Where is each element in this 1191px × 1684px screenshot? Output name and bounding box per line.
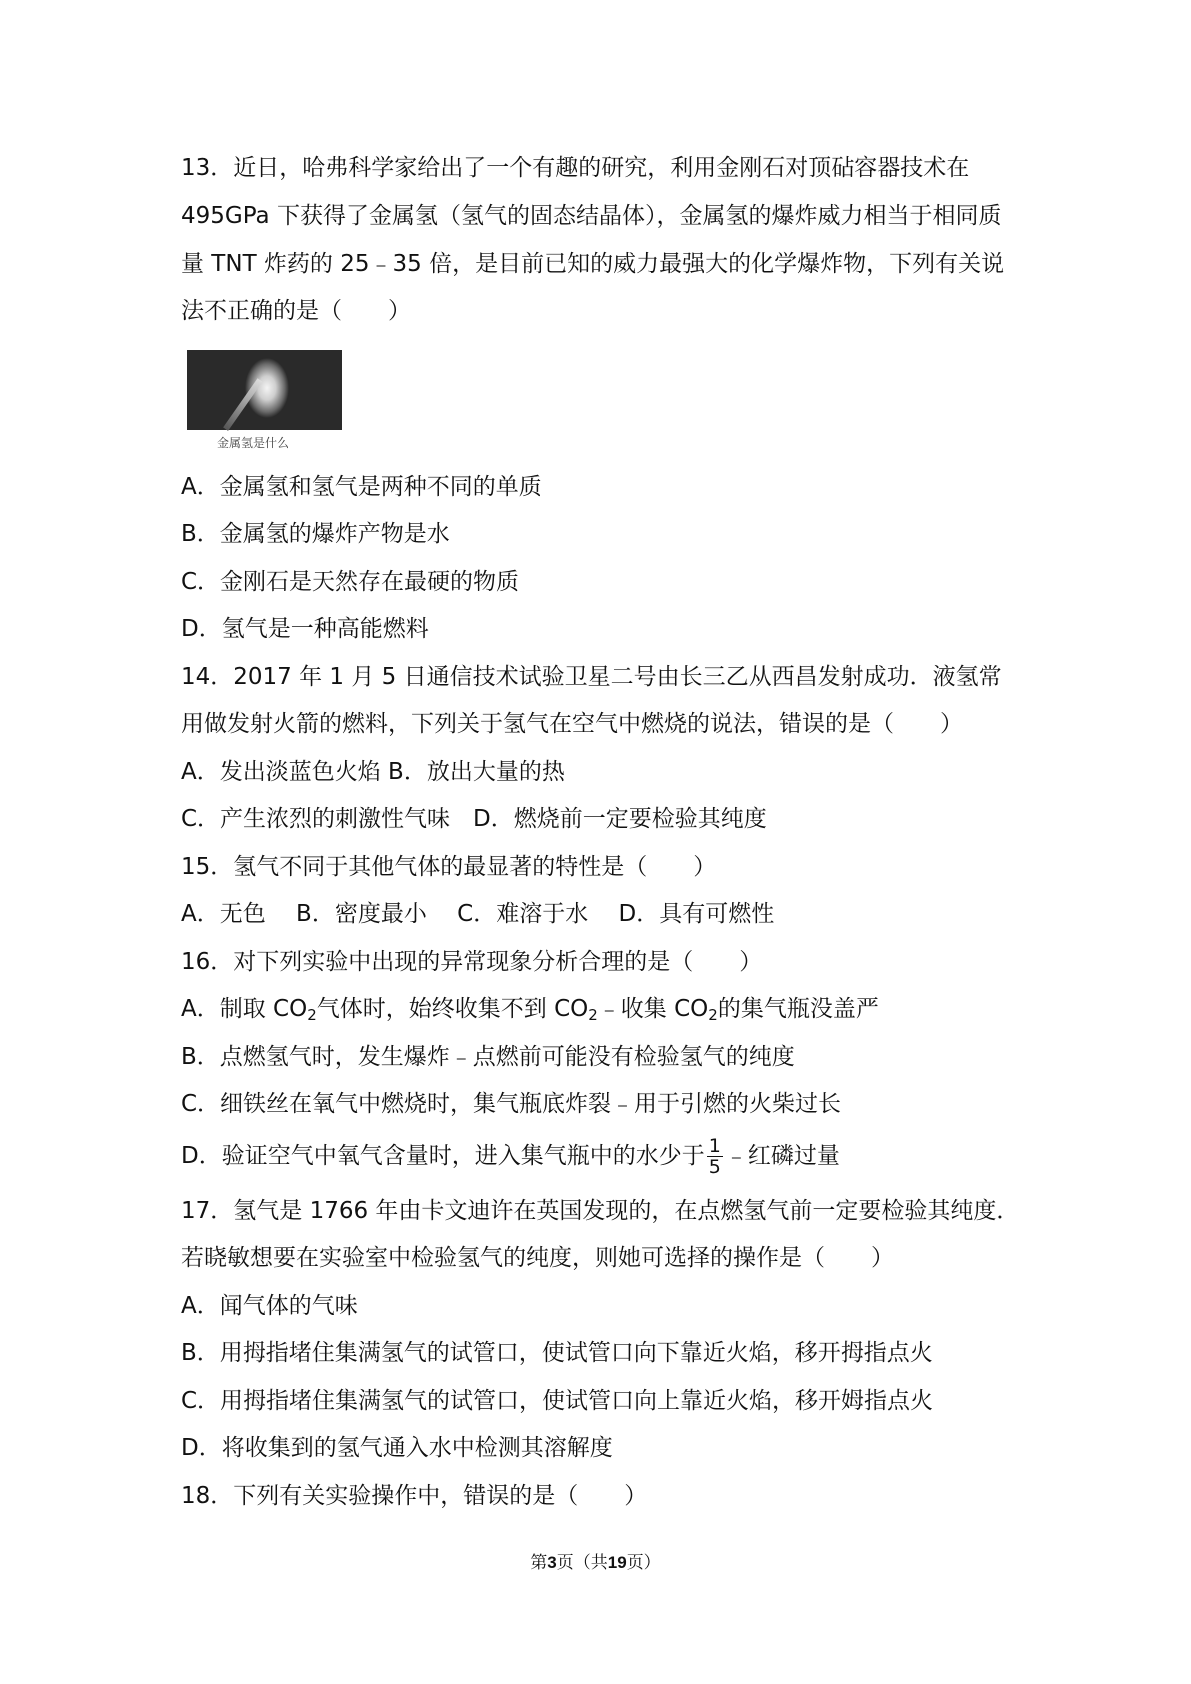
q16-option-a-part-3: ﹣收集 CO: [597, 996, 709, 1022]
q17-option-c: C．用拇指堵住集满氢气的试管口，使试管口向上靠近火焰，移开姆指点火: [181, 1388, 934, 1414]
q16-option-d-part-2: ﹣红磷过量: [724, 1143, 840, 1169]
q16-stem: 16．对下列实验中出现的异常现象分析合理的是（ ）: [181, 949, 763, 975]
footer-prefix: 第: [530, 1553, 548, 1573]
metallic-hydrogen-figure: [187, 350, 342, 450]
q13-option-b: B．金属氢的爆炸产物是水: [181, 521, 450, 547]
q13-stem-line-4: 法不正确的是（ ）: [181, 298, 411, 324]
q14-stem-line-1: 14．2017 年 1 月 5 日通信技术试验卫星二号由长三乙从西昌发射成功．液氢常: [181, 664, 1002, 690]
q17-option-a: A．闻气体的气味: [181, 1293, 358, 1319]
q15-stem: 15．氢气不同于其他气体的最显著的特性是（ ）: [181, 854, 717, 880]
q17-stem-line-2: 若晓敏想要在实验室中检验氢气的纯度，则她可选择的操作是（ ）: [181, 1245, 894, 1271]
q13-option-a: A．金属氢和氢气是两种不同的单质: [181, 474, 542, 500]
q17-option-d: D．将收集到的氢气通入水中检测其溶解度: [181, 1435, 613, 1461]
footer-page-number: 3: [547, 1553, 557, 1572]
q13-option-d: D．氢气是一种高能燃料: [181, 616, 429, 642]
q13-stem-line-2: 495GPa 下获得了金属氢（氢气的固态结晶体），金属氢的爆炸威力相当于相同质: [181, 203, 1002, 229]
q15-options: A．无色 B．密度最小 C．难溶于水 D．具有可燃性: [181, 901, 775, 927]
q18-stem: 18．下列有关实验操作中，错误的是（ ）: [181, 1483, 648, 1509]
q16-option-c: C．细铁丝在氧气中燃烧时，集气瓶底炸裂﹣用于引燃的火柴过长: [181, 1091, 842, 1117]
q16-option-a-part-4: 的集气瓶没盖严: [717, 996, 879, 1022]
q16-option-d: [181, 1134, 840, 1178]
metallic-hydrogen-photo: [187, 350, 342, 430]
figure-caption: 金属氢是什么: [217, 436, 290, 450]
q13-stem-line-1: 13．近日，哈弗科学家给出了一个有趣的研究，利用金刚石对顶砧容器技术在: [181, 155, 970, 181]
footer-middle: 页（共: [556, 1553, 608, 1573]
q14-options-ab: A．发出淡蓝色火焰 B．放出大量的热: [181, 759, 565, 785]
fraction-one-fifth: [707, 1136, 723, 1177]
q16-option-b: B．点燃氢气时，发生爆炸﹣点燃前可能没有检验氢气的纯度: [181, 1044, 795, 1070]
q16-option-d-part-1: D．验证空气中氧气含量时，进入集气瓶中的水少于: [181, 1143, 705, 1169]
q13-stem-line-3: 量 TNT 炸药的 25﹣35 倍，是目前已知的威力最强大的化学爆炸物，下列有关说: [181, 251, 1005, 277]
fraction-denominator: 5: [708, 1156, 721, 1178]
q16-option-a: [181, 993, 879, 1031]
q16-option-a-part-1: A．制取 CO: [181, 996, 308, 1022]
q16-option-a-part-2: 气体时，始终收集不到 CO: [316, 996, 589, 1022]
q14-stem-line-2: 用做发射火箭的燃料，下列关于氢气在空气中燃烧的说法，错误的是（ ）: [181, 711, 963, 737]
fraction-numerator: 1: [708, 1135, 721, 1157]
q13-option-c: C．金刚石是天然存在最硬的物质: [181, 569, 520, 595]
q17-stem-line-1: 17．氢气是 1766 年由卡文迪许在英国发现的，在点燃氢气前一定要检验其纯度．: [181, 1198, 1020, 1224]
footer-total-pages: 19: [607, 1553, 627, 1572]
q17-option-b: B．用拇指堵住集满氢气的试管口，使试管口向下靠近火焰，移开拇指点火: [181, 1340, 933, 1366]
page-footer: [0, 1548, 1191, 1573]
subscript-2: 2: [307, 1006, 317, 1024]
footer-suffix: 页）: [626, 1553, 661, 1573]
q14-options-cd: C．产生浓烈的刺激性气味 D．燃烧前一定要检验其纯度: [181, 806, 767, 832]
subscript-2: 2: [588, 1006, 598, 1024]
subscript-2: 2: [708, 1006, 718, 1024]
